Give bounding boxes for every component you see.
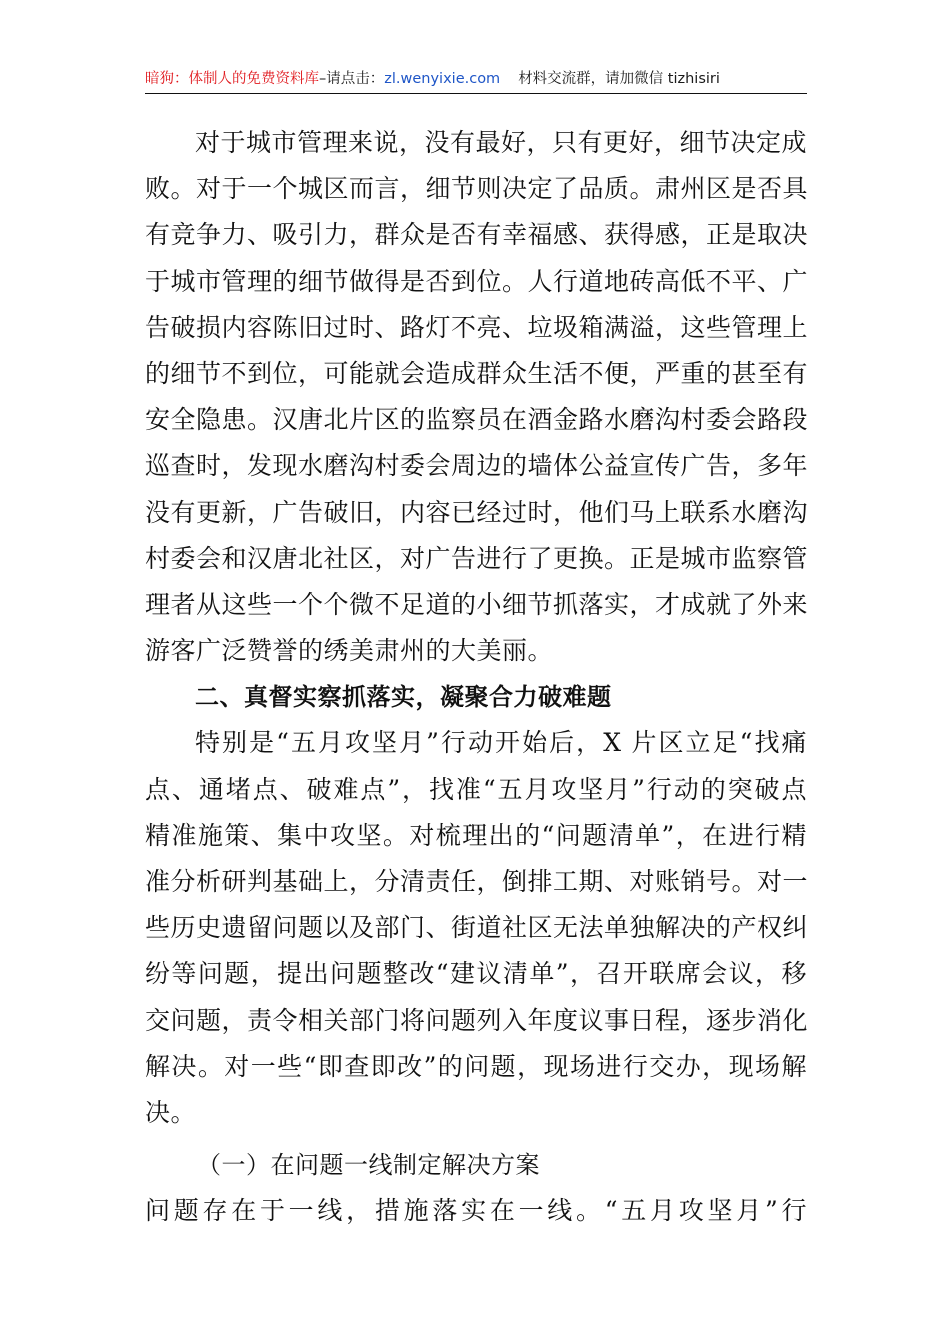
header-click-prompt: –请点击：: [319, 71, 385, 87]
paragraph-line: 村委会和汉唐北社区，对广告进行了更换。正是城市监察管: [145, 543, 809, 573]
document-body: [145, 120, 807, 1235]
paragraph-line: 于城市管理的细节做得是否到位。人行道地砖高低不平、广: [145, 266, 809, 296]
paragraph-line: 有竞争力、吸引力，群众是否有幸福感、获得感，正是取决: [145, 220, 809, 250]
paragraph-line: 交问题，责令相关部门将问题列入年度议事日程，逐步消化: [145, 1005, 809, 1035]
paragraph-line: 安全隐患。汉唐北片区的监察员在酒金路水磨沟村委会路段: [145, 405, 809, 435]
paragraph-line: 巡查时，发现水磨沟村委会周边的墙体公益宣传广告，多年: [145, 451, 809, 481]
paragraph-2: [145, 720, 807, 1136]
paragraph-line: 些历史遗留问题以及部门、街道社区无法单独解决的产权纠: [145, 913, 809, 943]
paragraph-line: 问题存在于一线，措施落实在一线。“五月攻坚月”行: [145, 1196, 807, 1226]
paragraph-line: 解决。对一些“即查即改”的问题，现场进行交办，现场解: [145, 1051, 807, 1081]
paragraph-line: 的细节不到位，可能就会造成群众生活不便，严重的甚至有: [145, 358, 809, 388]
paragraph-line: 点、通堵点、破难点”，找准“五月攻坚月”行动的突破点: [145, 774, 807, 804]
paragraph-line: 精准施策、集中攻坚。对梳理出的“问题清单”，在进行精: [145, 820, 807, 850]
paragraph-line: 游客广泛赞誉的绣美肃州的大美丽。: [145, 636, 554, 666]
header-wechat-note: 材料交流群，请加微信 tizhisiri: [518, 71, 720, 87]
subsection-heading: （一）在问题一线制定解决方案: [197, 1151, 540, 1180]
paragraph-line: 准分析研判基础上，分清责任，倒排工期、对账销号。对一: [145, 867, 809, 896]
paragraph-3: [145, 1188, 807, 1234]
paragraph-line: 败。对于一个城区而言，细节则决定了品质。肃州区是否具: [145, 174, 809, 204]
paragraph-line: 对于城市管理来说，没有最好，只有更好，细节决定成: [195, 128, 808, 157]
header-link[interactable]: zl.wenyixie.com: [384, 71, 501, 87]
page-header: [145, 66, 807, 92]
paragraph-line: 理者从这些一个个微不足道的小细节抓落实，才成就了外来: [145, 589, 809, 619]
paragraph-line: 特别是“五月攻坚月”行动开始后，X 片区立足“找痛: [195, 728, 807, 758]
paragraph-line: 决。: [145, 1097, 197, 1127]
paragraph-line: 纷等问题，提出问题整改“建议清单”，召开联席会议，移: [145, 959, 807, 989]
paragraph-1: [145, 120, 807, 674]
paragraph-line: 没有更新，广告破旧，内容已经过时，他们马上联系水磨沟: [145, 497, 809, 527]
paragraph-line: 告破损内容陈旧过时、路灯不亮、垃圾箱满溢，这些管理上: [145, 312, 809, 342]
header-divider: [145, 93, 807, 94]
section-heading: 二、真督实察抓落实，凝聚合力破难题: [195, 683, 612, 712]
header-site-name: 暗狗：体制人的免费资料库: [145, 71, 319, 87]
